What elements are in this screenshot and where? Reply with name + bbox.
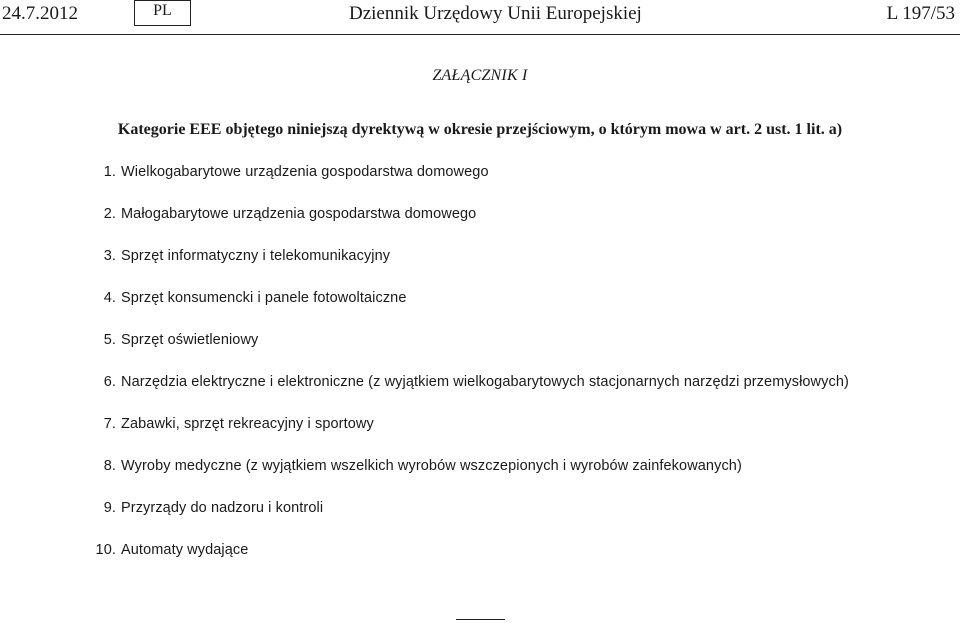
list-item: [88, 330, 849, 372]
list-item: [88, 414, 849, 456]
item-number: 9.: [103, 500, 116, 516]
item-text: Małogabarytowe urządzenia gospodarstwa domowego: [121, 206, 477, 222]
list-item: [88, 246, 849, 288]
list-item: [88, 540, 849, 582]
list-item: [88, 204, 849, 246]
annex-subtitle: Kategorie EEE objętego niniejszą dyrektywą w okresie przejściowym, o którym mowa w art. 2 ust. 1 lit. a): [117, 121, 843, 138]
page-reference: L 197/53: [886, 3, 955, 24]
item-text: Narzędzia elektryczne i elektroniczne (z wyjątkiem wielkogabarytowych stacjonarnych narzędzi przemysłowych): [121, 374, 849, 390]
annex-title: ZAŁĄCZNIK I: [432, 67, 528, 84]
item-text: Sprzęt konsumencki i panele fotowoltaiczne: [121, 290, 407, 306]
list-item: [88, 372, 849, 414]
item-text: Sprzęt informatyczny i telekomunikacyjny: [121, 248, 391, 264]
item-text: Sprzęt oświetleniowy: [121, 332, 259, 348]
item-text: Zabawki, sprzęt rekreacyjny i sportowy: [121, 416, 374, 432]
item-number: 8.: [103, 458, 116, 474]
item-number: 6.: [103, 374, 116, 390]
item-text: Automaty wydające: [121, 542, 249, 558]
list-item: [88, 162, 849, 204]
item-text: Przyrządy do nadzoru i kontroli: [121, 500, 324, 516]
item-text: Wielkogabarytowe urządzenia gospodarstwa domowego: [121, 164, 489, 180]
category-list: [88, 162, 849, 582]
list-item: [88, 456, 849, 498]
list-item: [88, 288, 849, 330]
item-number: 1.: [103, 164, 116, 180]
item-number: 2.: [103, 206, 116, 222]
list-item: [88, 498, 849, 540]
item-number: 10.: [95, 542, 116, 558]
item-number: 7.: [103, 416, 116, 432]
item-number: 4.: [103, 290, 116, 306]
item-number: 5.: [103, 332, 116, 348]
item-number: 3.: [103, 248, 116, 264]
page-header: [0, 0, 960, 35]
language-code-box: PL: [134, 0, 191, 26]
item-text: Wyroby medyczne (z wyjątkiem wszelkich wyrobów wszczepionych i wyrobów zainfekowanych): [121, 458, 742, 474]
end-of-annex-rule: [456, 619, 505, 620]
journal-title: Dziennik Urzędowy Unii Europejskiej: [349, 3, 642, 24]
publication-date: 24.7.2012: [2, 3, 78, 24]
